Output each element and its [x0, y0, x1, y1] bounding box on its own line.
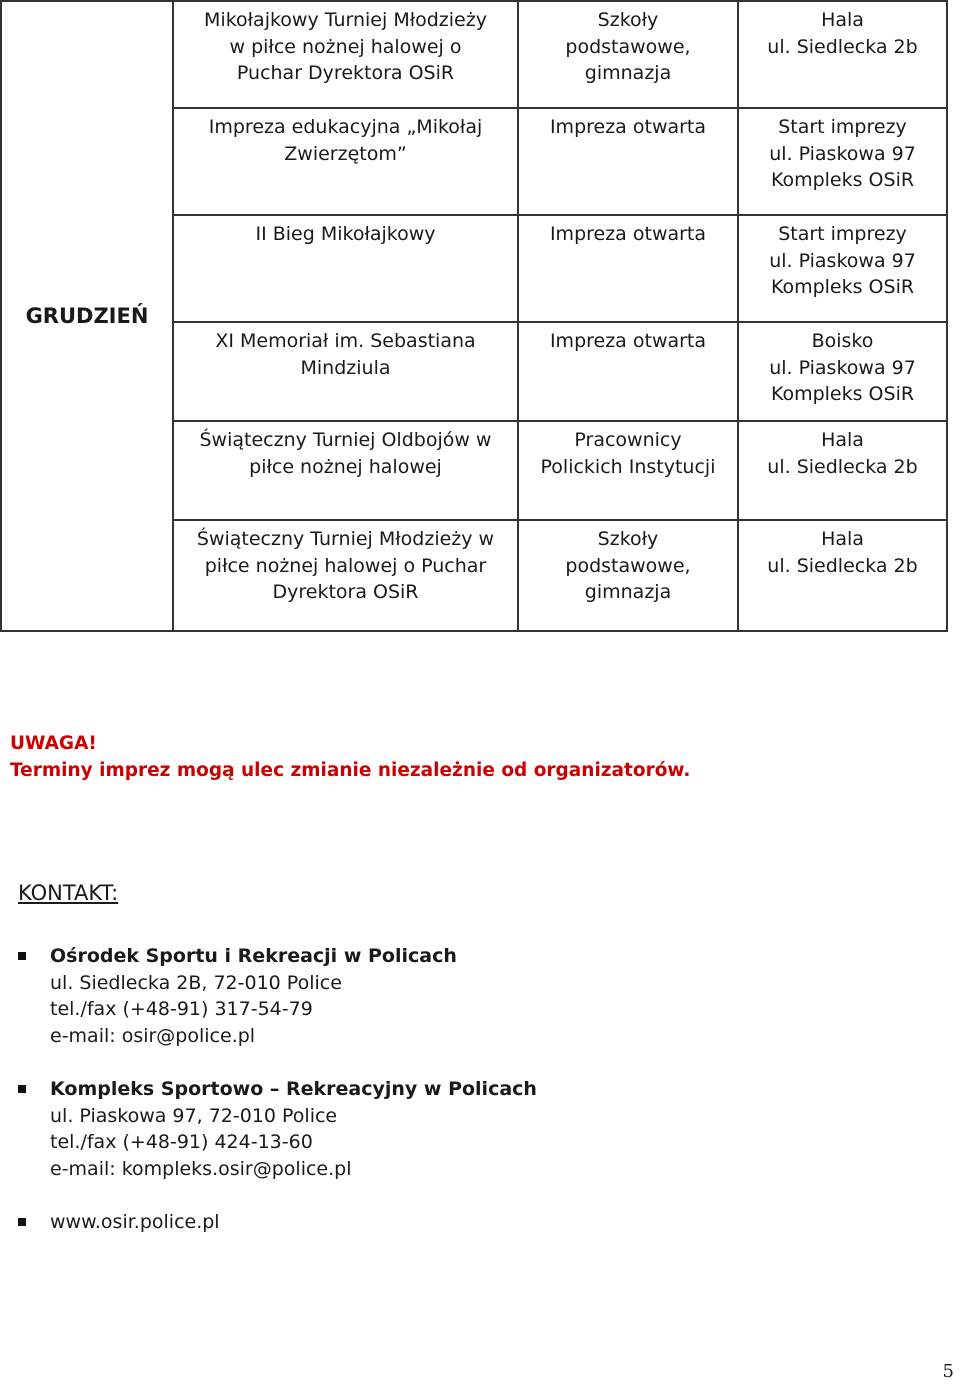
place-line: Start imprezy	[778, 116, 907, 138]
event-name-line: w piłce nożnej halowej o	[229, 35, 462, 58]
participants-cell	[518, 108, 738, 215]
month-label: GRUDZIEŃ	[25, 303, 149, 328]
participants-line: Impreza otwarta	[549, 116, 707, 138]
participants-line: podstawowe,	[565, 554, 691, 577]
website-row	[18, 1209, 220, 1236]
place-cell	[738, 1, 947, 108]
participants-line: podstawowe,	[565, 35, 691, 58]
contact-name	[18, 1076, 537, 1103]
warning-note	[10, 730, 690, 784]
page-number: 5	[942, 1361, 954, 1382]
event-name-line: Impreza edukacyjna „Mikołaj	[208, 116, 483, 138]
place-line: Hala	[821, 528, 864, 550]
contact-block-kompleks	[18, 1076, 537, 1182]
event-name-line: Puchar Dyrektora OSiR	[236, 62, 455, 84]
event-name-line: Mikołajkowy Turniej Młodzieży	[204, 9, 487, 31]
contact-phone: tel./fax (+48-91) 317-54-79	[50, 998, 313, 1020]
contact-address: ul. Piaskowa 97, 72-010 Police	[50, 1104, 338, 1127]
place-line: ul. Siedlecka 2b	[767, 35, 918, 58]
contact-block-osir	[18, 943, 457, 1049]
place-line: Kompleks OSiR	[770, 276, 915, 298]
place-line: Kompleks OSiR	[770, 169, 915, 191]
square-bullet-icon	[18, 952, 26, 960]
contact-heading: KONTAKT:	[18, 881, 119, 905]
participants-cell	[518, 215, 738, 322]
event-name-cell	[173, 108, 518, 215]
place-line: Kompleks OSiR	[770, 383, 915, 405]
place-cell	[738, 322, 947, 421]
event-name-line: piłce nożnej halowej o Puchar	[204, 554, 487, 577]
event-name-line: piłce nożnej halowej	[249, 455, 442, 478]
place-line: Start imprezy	[778, 223, 907, 245]
website-link[interactable]: www.osir.police.pl	[50, 1211, 220, 1233]
place-line: ul. Piaskowa 97	[769, 142, 916, 165]
event-name-cell	[173, 215, 518, 322]
contact-name-text: Kompleks Sportowo – Rekreacyjny w Policach	[50, 1078, 537, 1100]
event-name-cell	[173, 1, 518, 108]
contact-name-text: Ośrodek Sportu i Rekreacji w Policach	[50, 945, 457, 967]
participants-cell	[518, 421, 738, 520]
event-name-line: Dyrektora OSiR	[272, 581, 419, 603]
participants-cell	[518, 1, 738, 108]
event-name-line: Mindziula	[300, 356, 391, 379]
warning-text: Terminy imprez mogą ulec zmianie niezależnie od organizatorów.	[10, 760, 691, 781]
participants-line: Pracownicy	[574, 429, 682, 451]
place-cell	[738, 215, 947, 322]
participants-line: Szkoły	[597, 528, 659, 550]
place-line: Boisko	[811, 330, 874, 352]
place-cell	[738, 421, 947, 520]
events-table	[0, 0, 948, 632]
contact-website-block	[18, 1209, 220, 1236]
participants-line: gimnazja	[584, 581, 672, 603]
participants-cell	[518, 322, 738, 421]
participants-line: Impreza otwarta	[549, 223, 707, 245]
participants-line: Polickich Instytucji	[540, 455, 716, 478]
place-line: Hala	[821, 429, 864, 451]
contact-email: e-mail: kompleks.osir@police.pl	[50, 1157, 352, 1180]
event-name-cell	[173, 520, 518, 631]
square-bullet-icon	[18, 1218, 26, 1226]
event-name-line: XI Memoriał im. Sebastiana	[215, 330, 476, 352]
place-cell	[738, 108, 947, 215]
participants-line: Szkoły	[597, 9, 659, 31]
event-name-line: Świąteczny Turniej Młodzieży w	[196, 528, 495, 550]
contact-name	[18, 943, 457, 970]
contact-email: e-mail: osir@police.pl	[50, 1024, 256, 1047]
contact-phone: tel./fax (+48-91) 424-13-60	[50, 1131, 313, 1153]
place-line: ul. Siedlecka 2b	[767, 554, 918, 577]
participants-line: Impreza otwarta	[549, 330, 707, 352]
contact-address: ul. Siedlecka 2B, 72-010 Police	[50, 971, 342, 994]
event-name-line: Zwierzętom”	[284, 142, 407, 165]
participants-cell	[518, 520, 738, 631]
event-name-line: Świąteczny Turniej Oldbojów w	[199, 429, 492, 451]
event-name-cell	[173, 322, 518, 421]
participants-line: gimnazja	[584, 62, 672, 84]
place-line: ul. Piaskowa 97	[769, 356, 916, 379]
place-line: ul. Siedlecka 2b	[767, 455, 918, 478]
square-bullet-icon	[18, 1085, 26, 1093]
place-line: Hala	[821, 9, 864, 31]
table-row	[1, 1, 947, 108]
place-line: ul. Piaskowa 97	[769, 249, 916, 272]
place-cell	[738, 520, 947, 631]
warning-title: UWAGA!	[10, 733, 97, 754]
event-name-line: II Bieg Mikołajkowy	[255, 223, 436, 245]
month-cell	[1, 1, 173, 631]
event-name-cell	[173, 421, 518, 520]
